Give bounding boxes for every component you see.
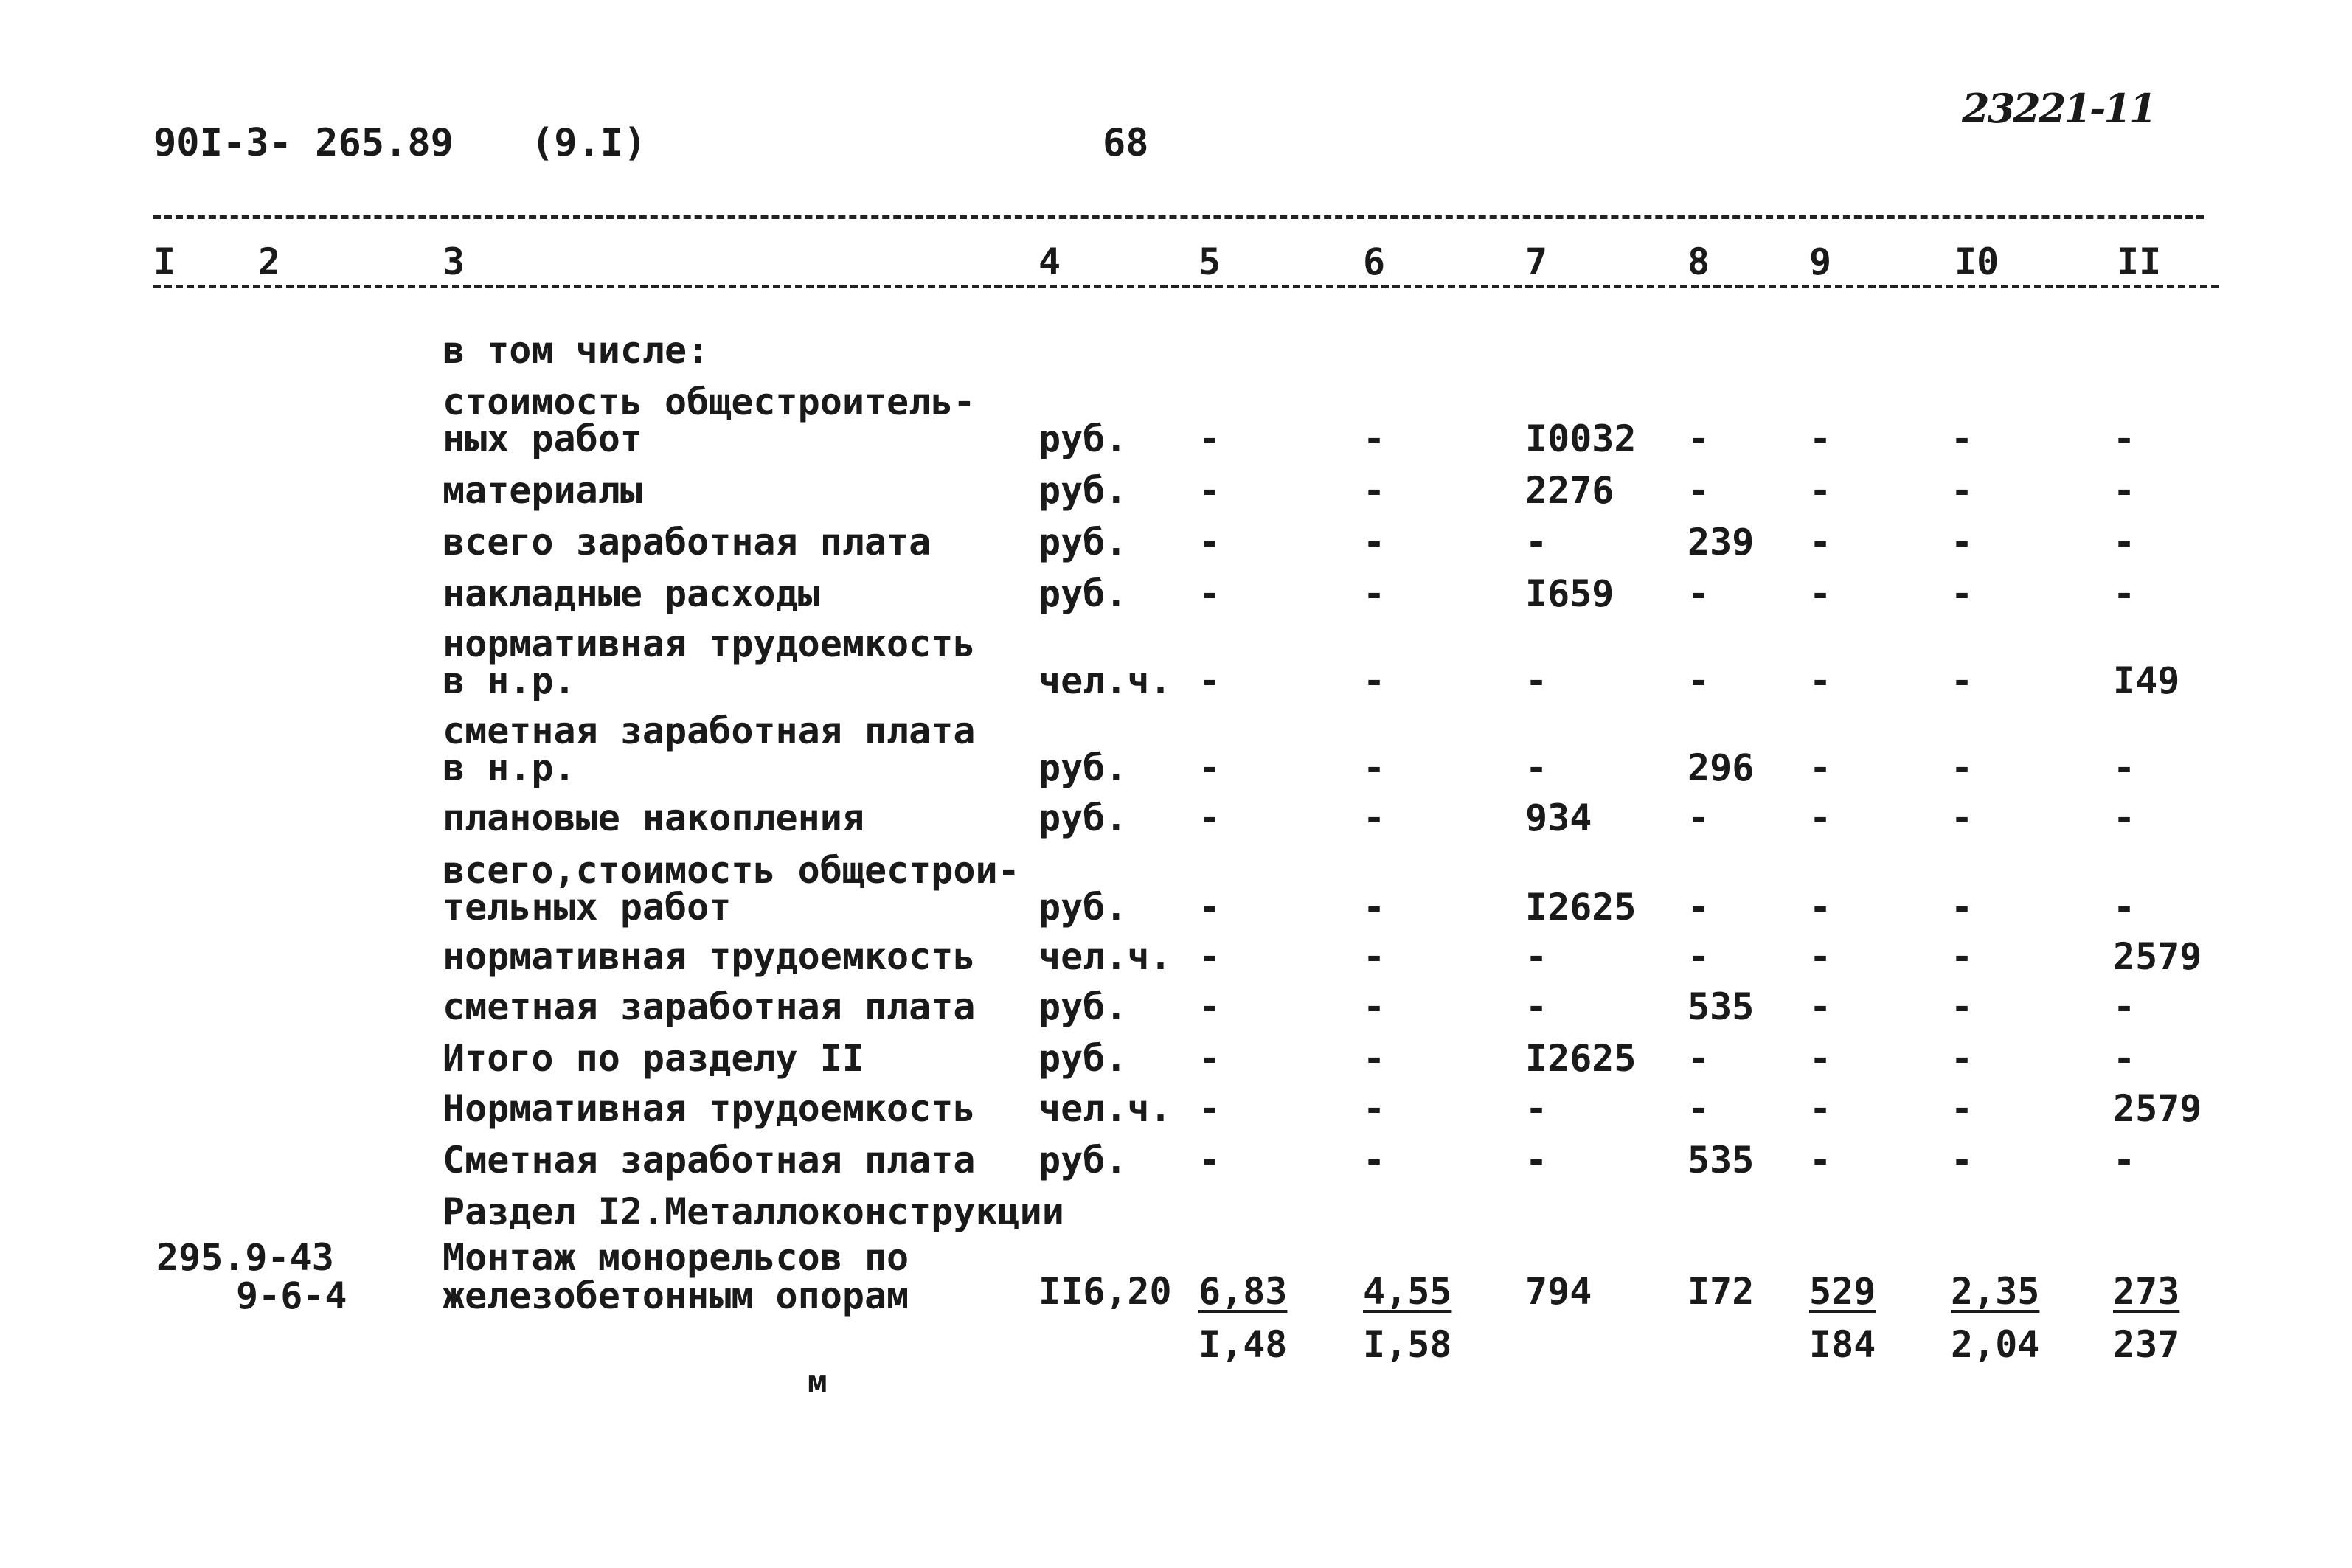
- item-c11-bottom: 237: [2113, 1323, 2180, 1366]
- row-label: стоимость общестроитель-: [443, 381, 976, 423]
- cell-c10: -: [1951, 935, 1974, 978]
- item-name-line1: Монтаж монорельсов по: [443, 1236, 909, 1279]
- cell-c9: -: [1809, 417, 1832, 460]
- cell-c7: -: [1525, 659, 1548, 702]
- cell-c9: -: [1809, 985, 1832, 1028]
- item-c6-top: 4,55: [1363, 1270, 1452, 1313]
- cell-c11: -: [2113, 521, 2136, 563]
- item-name-line2: железобетонным опорам: [443, 1274, 909, 1317]
- cell-c10: -: [1951, 1087, 1974, 1130]
- row-unit: руб.: [1038, 521, 1128, 563]
- cell-c11: -: [2113, 1139, 2136, 1182]
- section-number: (9.I): [531, 121, 647, 165]
- cell-c7: -: [1525, 985, 1548, 1028]
- cell-c6: -: [1363, 1037, 1386, 1080]
- cell-c7: -: [1525, 521, 1548, 563]
- cell-c9: -: [1809, 1087, 1832, 1130]
- cell-c9: -: [1809, 746, 1832, 789]
- row-label: ных работ: [443, 417, 642, 460]
- row-label: всего заработная плата: [443, 521, 932, 563]
- col-num-3: 3: [443, 240, 465, 283]
- cell-c8: -: [1687, 469, 1710, 512]
- cell-c10: -: [1951, 1139, 1974, 1182]
- cell-c11: I49: [2113, 659, 2180, 702]
- cell-c8: 535: [1687, 1139, 1755, 1182]
- row-label: Раздел I2.Металлоконструкции: [443, 1190, 1064, 1233]
- cell-c9: -: [1809, 1037, 1832, 1080]
- item-c8: I72: [1687, 1270, 1755, 1313]
- cell-c6: -: [1363, 985, 1386, 1028]
- col-num-5: 5: [1198, 240, 1221, 283]
- cell-c7: 934: [1525, 797, 1592, 839]
- cell-c10: -: [1951, 886, 1974, 929]
- col-num-9: 9: [1809, 240, 1832, 283]
- col-num-1: I: [153, 240, 176, 283]
- cell-c11: 2579: [2113, 935, 2202, 978]
- cell-c10: -: [1951, 572, 1974, 615]
- cell-c11: -: [2113, 417, 2136, 460]
- item-c9-top: 529: [1809, 1270, 1876, 1313]
- cell-c9: -: [1809, 469, 1832, 512]
- cell-c11: -: [2113, 572, 2136, 615]
- cell-c5: -: [1198, 1087, 1221, 1130]
- cell-c5: -: [1198, 886, 1221, 929]
- cell-c6: -: [1363, 417, 1386, 460]
- row-label: нормативная трудоемкость: [443, 935, 976, 978]
- cell-c5: -: [1198, 935, 1221, 978]
- item-c5-bottom: I,48: [1198, 1323, 1288, 1366]
- row-unit: чел.ч.: [1038, 935, 1172, 978]
- item-c10-top: 2,35: [1951, 1270, 2040, 1313]
- cell-c11: -: [2113, 886, 2136, 929]
- cell-c11: 2579: [2113, 1087, 2202, 1130]
- header-dashed-rule: [153, 285, 2219, 288]
- cell-c9: -: [1809, 572, 1832, 615]
- cell-c8: -: [1687, 1037, 1710, 1080]
- row-unit: руб.: [1038, 797, 1128, 839]
- item-c10-bottom: 2,04: [1951, 1323, 2040, 1366]
- cell-c5: -: [1198, 985, 1221, 1028]
- cell-c9: -: [1809, 935, 1832, 978]
- item-c6-bottom: I,58: [1363, 1323, 1452, 1366]
- row-label: в том числе:: [443, 329, 710, 372]
- cell-c5: -: [1198, 797, 1221, 839]
- row-unit: руб.: [1038, 746, 1128, 789]
- cell-c8: 296: [1687, 746, 1755, 789]
- unit-footnote: м: [808, 1363, 828, 1401]
- item-c5-top: 6,83: [1198, 1270, 1288, 1313]
- cell-c10: -: [1951, 469, 1974, 512]
- cell-c10: -: [1951, 417, 1974, 460]
- cell-c6: -: [1363, 797, 1386, 839]
- cell-c5: -: [1198, 746, 1221, 789]
- top-dashed-rule: [153, 215, 2204, 219]
- cell-c8: -: [1687, 659, 1710, 702]
- cell-c10: -: [1951, 1037, 1974, 1080]
- cell-c6: -: [1363, 521, 1386, 563]
- row-unit: руб.: [1038, 886, 1128, 929]
- cell-c7: I659: [1525, 572, 1614, 615]
- item-code-line1: 295.9-43: [156, 1236, 334, 1279]
- cell-c9: -: [1809, 797, 1832, 839]
- cell-c6: -: [1363, 746, 1386, 789]
- row-label: в н.р.: [443, 746, 576, 789]
- cell-c8: 535: [1687, 985, 1755, 1028]
- cell-c5: -: [1198, 659, 1221, 702]
- item-quantity: II6,20: [1038, 1270, 1172, 1313]
- item-c7: 794: [1525, 1270, 1592, 1313]
- row-label: тельных работ: [443, 886, 732, 929]
- cell-c8: -: [1687, 572, 1710, 615]
- col-num-4: 4: [1038, 240, 1061, 283]
- row-label: нормативная трудоемкость: [443, 622, 976, 665]
- item-c11-top: 273: [2113, 1270, 2180, 1313]
- row-unit: руб.: [1038, 469, 1128, 512]
- row-unit: чел.ч.: [1038, 1087, 1172, 1130]
- cell-c5: -: [1198, 521, 1221, 563]
- cell-c9: -: [1809, 521, 1832, 563]
- cell-c7: -: [1525, 746, 1548, 789]
- cell-c11: -: [2113, 469, 2136, 512]
- row-unit: руб.: [1038, 417, 1128, 460]
- row-label: в н.р.: [443, 659, 576, 702]
- cell-c6: -: [1363, 1139, 1386, 1182]
- cell-c9: -: [1809, 886, 1832, 929]
- cell-c11: -: [2113, 1037, 2136, 1080]
- cell-c7: 2276: [1525, 469, 1614, 512]
- cell-c10: -: [1951, 659, 1974, 702]
- cell-c6: -: [1363, 469, 1386, 512]
- cell-c7: -: [1525, 935, 1548, 978]
- cell-c7: I2625: [1525, 1037, 1637, 1080]
- cell-c11: -: [2113, 797, 2136, 839]
- row-label: накладные расходы: [443, 572, 820, 615]
- cell-c6: -: [1363, 572, 1386, 615]
- cell-c8: 239: [1687, 521, 1755, 563]
- cell-c8: -: [1687, 797, 1710, 839]
- row-label: Нормативная трудоемкость: [443, 1087, 976, 1130]
- cell-c10: -: [1951, 521, 1974, 563]
- cell-c11: -: [2113, 746, 2136, 789]
- cell-c6: -: [1363, 935, 1386, 978]
- cell-c11: -: [2113, 985, 2136, 1028]
- cell-c9: -: [1809, 1139, 1832, 1182]
- row-unit: руб.: [1038, 1139, 1128, 1182]
- cell-c7: I0032: [1525, 417, 1637, 460]
- handwritten-mark: 23221-11: [1962, 85, 2155, 132]
- row-unit: руб.: [1038, 572, 1128, 615]
- row-label: материалы: [443, 469, 642, 512]
- cell-c6: -: [1363, 886, 1386, 929]
- cell-c8: -: [1687, 935, 1710, 978]
- cell-c10: -: [1951, 985, 1974, 1028]
- row-label: Сметная заработная плата: [443, 1139, 976, 1182]
- item-c9-bottom: I84: [1809, 1323, 1876, 1366]
- cell-c9: -: [1809, 659, 1832, 702]
- cell-c8: -: [1687, 886, 1710, 929]
- cell-c5: -: [1198, 469, 1221, 512]
- col-num-6: 6: [1363, 240, 1386, 283]
- row-unit: руб.: [1038, 1037, 1128, 1080]
- row-label: сметная заработная плата: [443, 710, 976, 752]
- col-num-8: 8: [1687, 240, 1710, 283]
- col-num-2: 2: [258, 240, 281, 283]
- cell-c5: -: [1198, 417, 1221, 460]
- col-num-7: 7: [1525, 240, 1548, 283]
- cell-c10: -: [1951, 797, 1974, 839]
- col-num-10: I0: [1954, 240, 1999, 283]
- document-code: 90I-3- 265.89: [153, 121, 454, 165]
- item-code-line2: 9-6-4: [236, 1274, 347, 1317]
- cell-c6: -: [1363, 1087, 1386, 1130]
- cell-c5: -: [1198, 1139, 1221, 1182]
- row-label: всего,стоимость общестрои-: [443, 849, 1020, 892]
- cell-c7: -: [1525, 1139, 1548, 1182]
- row-label: плановые накопления: [443, 797, 864, 839]
- row-label: сметная заработная плата: [443, 985, 976, 1028]
- cell-c8: -: [1687, 417, 1710, 460]
- cell-c7: I2625: [1525, 886, 1637, 929]
- cell-c10: -: [1951, 746, 1974, 789]
- page-number: 68: [1103, 121, 1149, 165]
- cell-c8: -: [1687, 1087, 1710, 1130]
- row-unit: чел.ч.: [1038, 659, 1172, 702]
- row-unit: руб.: [1038, 985, 1128, 1028]
- row-label: Итого по разделу II: [443, 1037, 864, 1080]
- cell-c7: -: [1525, 1087, 1548, 1130]
- cell-c5: -: [1198, 572, 1221, 615]
- cell-c6: -: [1363, 659, 1386, 702]
- col-num-11: II: [2117, 240, 2162, 283]
- cell-c5: -: [1198, 1037, 1221, 1080]
